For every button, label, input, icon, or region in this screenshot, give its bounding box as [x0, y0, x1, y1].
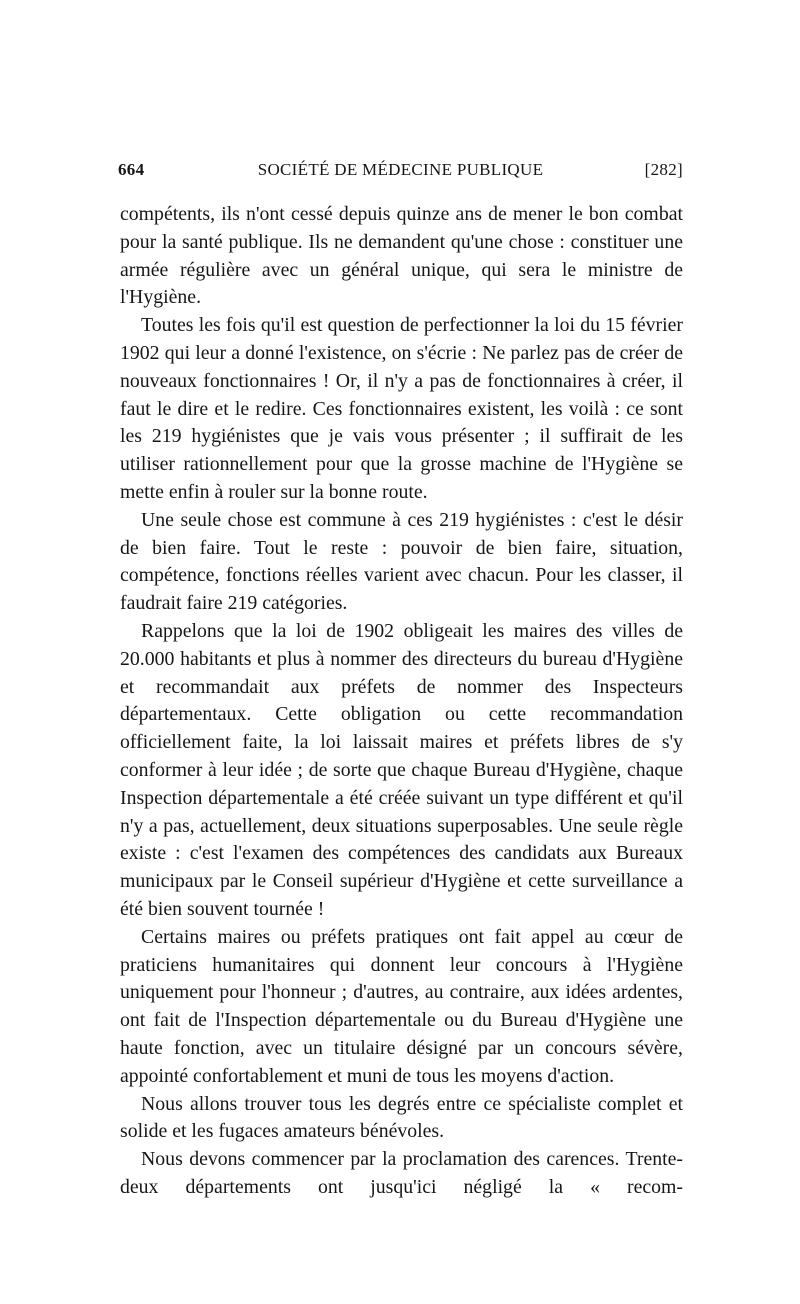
- page-number: 664: [118, 160, 145, 179]
- page-reference: [282]: [644, 160, 683, 179]
- paragraph: Toutes les fois qu'il est question de perfectionner la loi du 15 février 1902 qui leur a donné l'existence, on s'écrie : Ne parlez pas de créer de nouveaux fonctionnaires ! Or, il n'y a pas de fonctionnaires à créer, il faut le dire et le redire. Ces fonctionnaires existent, les voilà : ce sont les 219 hygiénistes que je vais vous présenter ; il suffirait de les utiliser rationnellement pour que la grosse machine de l'Hygiène se mette enfin à rouler sur la bonne route.: [120, 314, 683, 503]
- paragraph: compétents, ils n'ont cessé depuis quinze ans de mener le bon combat pour la santé publique. Ils ne demandent qu'une chose : constituer une armée régulière avec un général unique, qui sera le ministre de l'Hygiène.: [120, 203, 683, 309]
- paragraph: Rappelons que la loi de 1902 obligeait les maires des villes de 20.000 habitants et plus à nommer des directeurs du bureau d'Hygiène et recommandait aux préfets de nommer des Inspecteurs départementaux. Cette obligation ou cette recommandation officiellement faite, la loi laissait maires et préfets libres de s'y conformer à leur idée ; de sorte que chaque Bureau d'Hygiène, chaque Inspection départementale a été créée suivant un type différent et qu'il n'y a pas, actuellement, deux situations superposables. Une seule règle existe : c'est l'examen des compétences des candidats aux Bureaux municipaux par le Conseil supérieur d'Hygiène et cette surveillance a été bien souvent tournée !: [120, 619, 683, 920]
- paragraph: Une seule chose est commune à ces 219 hygiénistes : c'est le désir de bien faire. Tout le reste : pouvoir de bien faire, situation, compétence, fonctions réelles varient avec chacun. Pour les classer, il faudrait faire 219 catégories.: [120, 508, 683, 615]
- paragraph: Certains maires ou préfets pratiques ont fait appel au cœur de praticiens humanitaires qui donnent leur concours à l'Hygiène uniquement pour l'honneur ; d'autres, au contraire, aux idées ardentes, ont fait de l'Inspection départementale ou du Bureau d'Hygiène une haute fonction, avec un titulaire désigné par un concours sévère, appointé confortablement et muni de tous les moyens d'action.: [120, 925, 683, 1087]
- paragraph: Nous allons trouver tous les degrés entre ce spécialiste complet et solide et les fugaces amateurs bénévoles.: [120, 1092, 683, 1143]
- running-title: SOCIÉTÉ DE MÉDECINE PUBLIQUE: [257, 160, 544, 179]
- body-text: [120, 201, 683, 1202]
- paragraph: Nous devons commencer par la proclamation des carences. Trente-deux départements ont jusqu'ici négligé la « recom-: [120, 1148, 683, 1198]
- running-header: [118, 160, 683, 186]
